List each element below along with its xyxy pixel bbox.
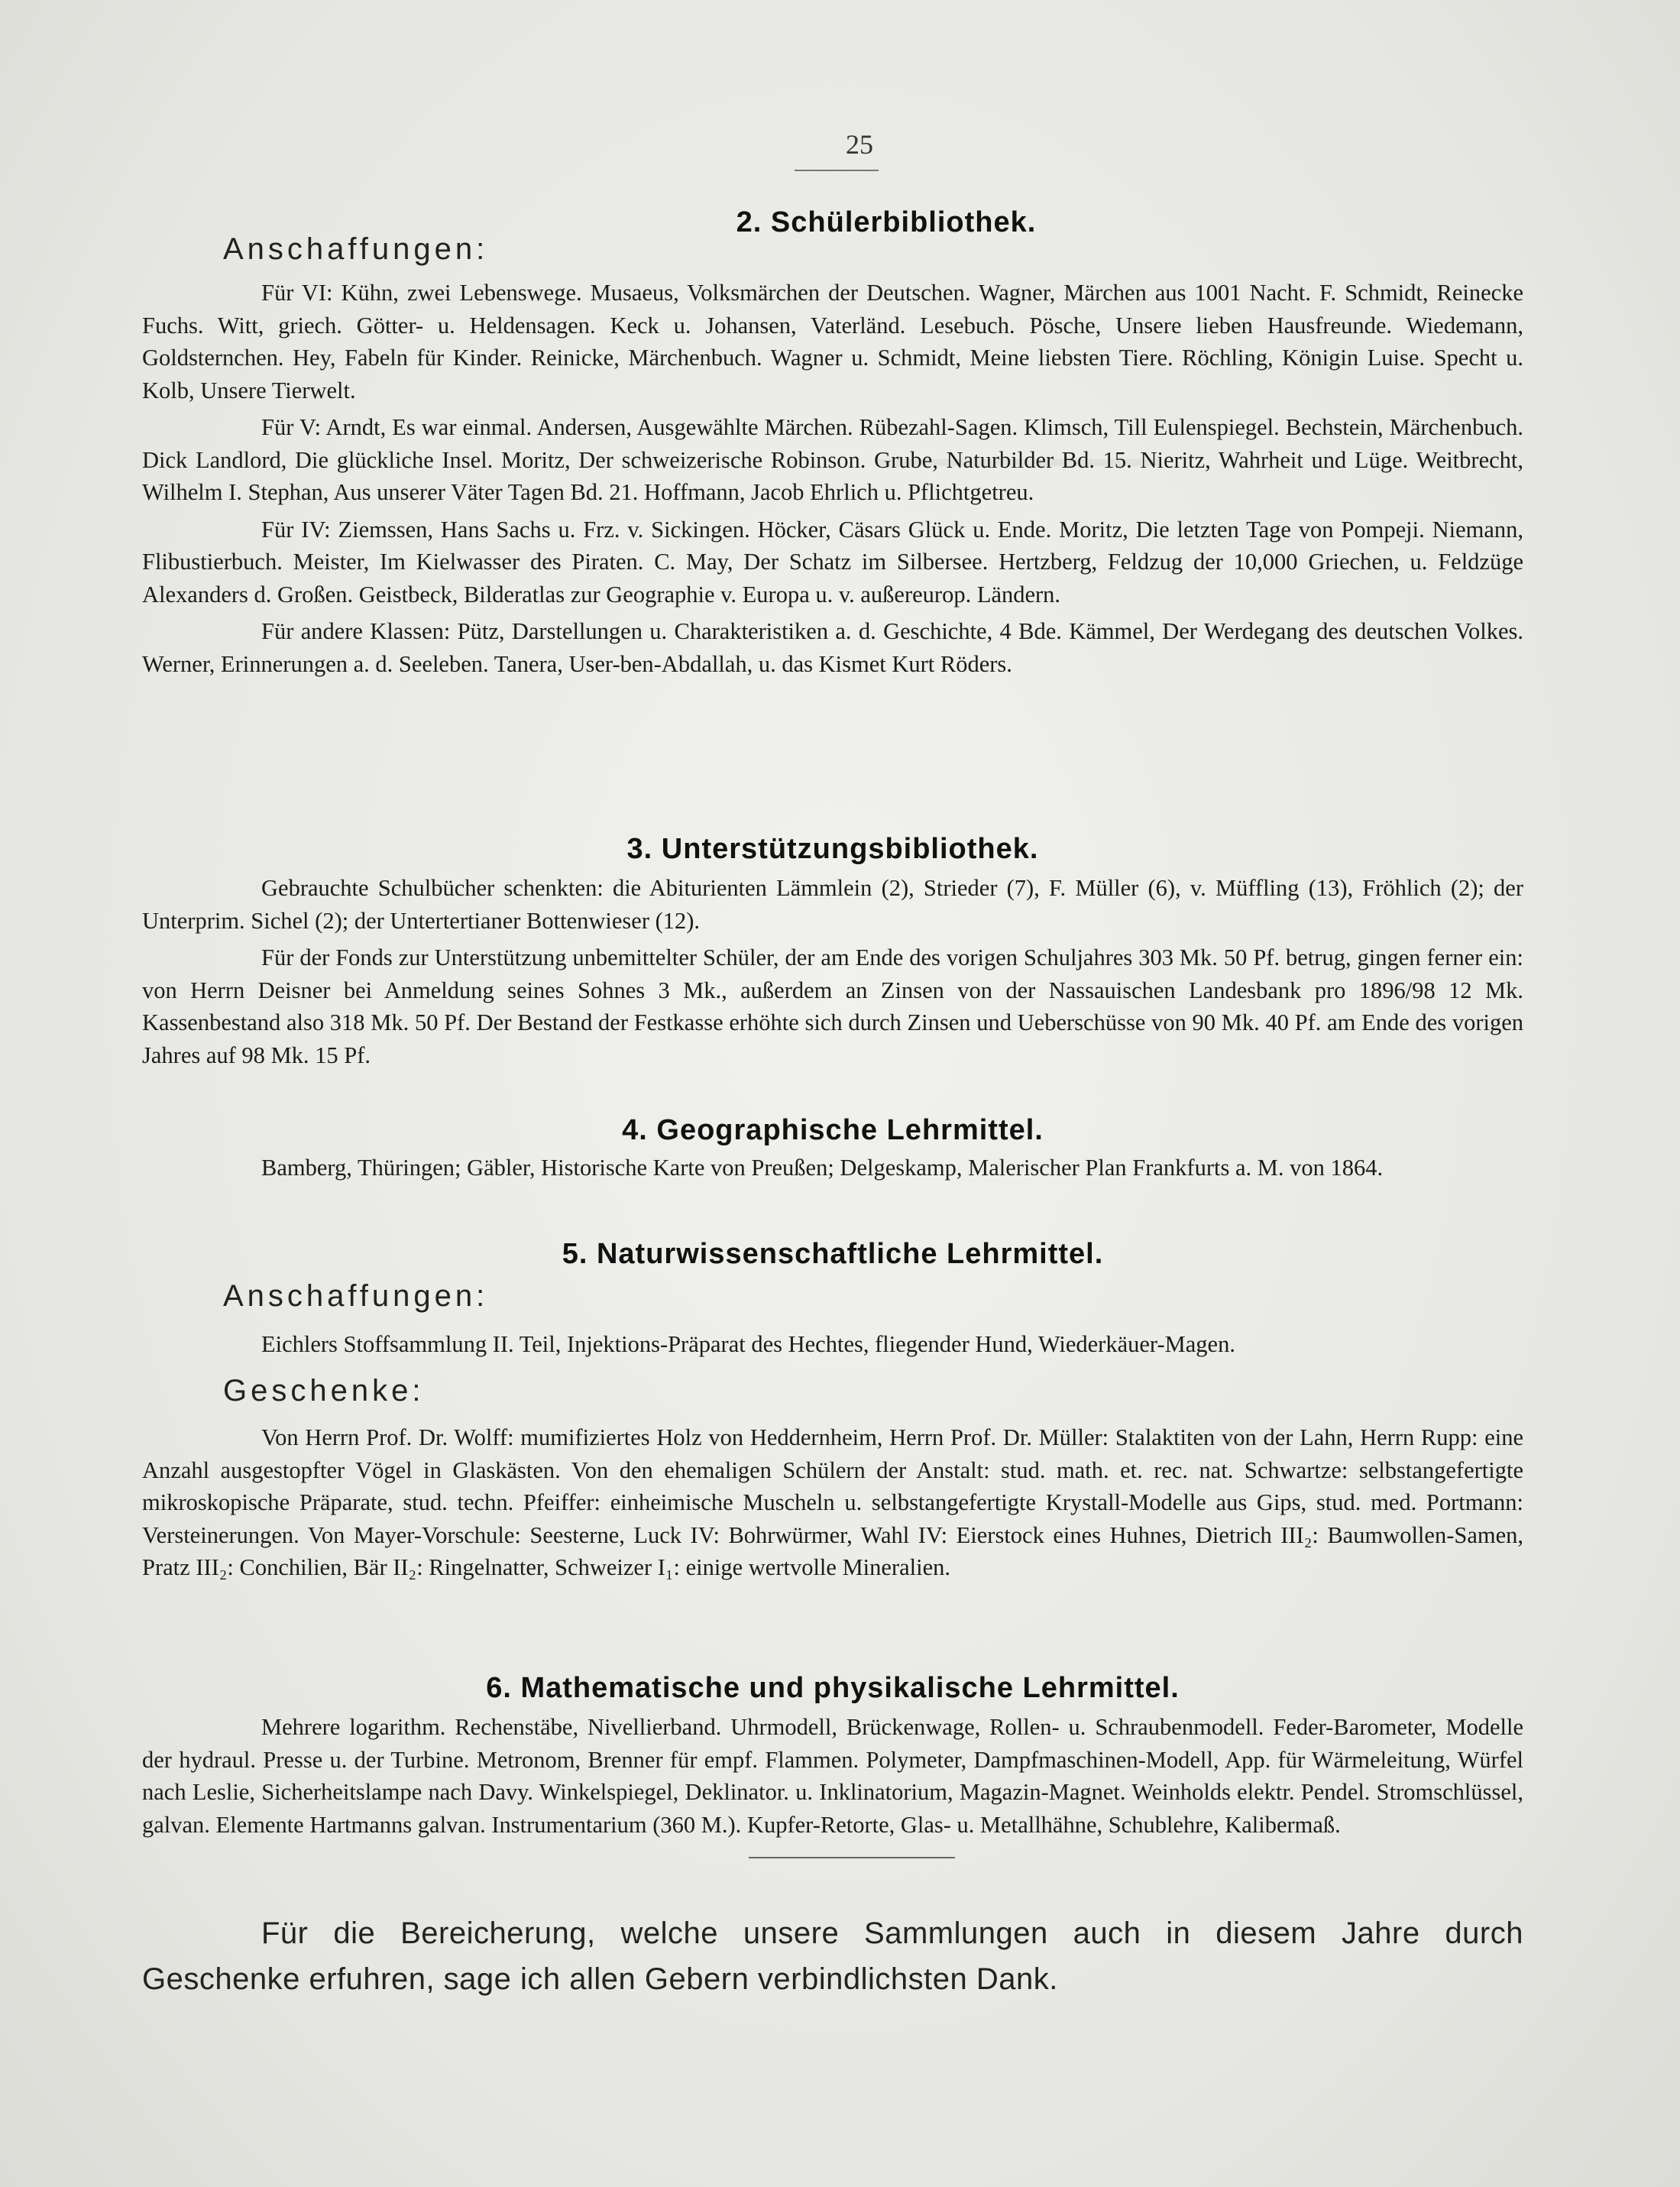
section-3 [142, 833, 1523, 1071]
page-number: 25 [846, 129, 873, 160]
section-4 [142, 1114, 1523, 1184]
section-2-body [142, 277, 1523, 680]
section-heading: 6. Mathematische und physikalische Lehrmittel. [486, 1672, 1180, 1704]
section-2-label-wrap [223, 232, 605, 267]
page-number-rule [795, 170, 879, 171]
section-5-body-b [142, 1421, 1523, 1584]
section-heading: 5. Naturwissenschaftliche Lehrmittel. [562, 1238, 1104, 1270]
paragraph-naturwiss-geschenke: Von Herrn Prof. Dr. Wolff: mumifiziertes Holz von Heddernheim, Herrn Prof. Dr. Müller: Stalaktiten von der Lahn, Herrn Rupp: eine Anzahl ausgestopfter Vögel in Glaskästen. Von den ehemaligen Schülern der Anstalt: stud. math. et. rec. nat. Schwartze: selbstangefertigte mikroskopische Präparate, stud. techn. Pfeiffer: einheimische Muscheln u. selbstangefertigte Krystall-Modelle aus Gips, stud. med. Portmann: Versteinerungen. Von Mayer-Vorschule: Seesterne, Luck IV: Bohrwürmer, Wahl IV: Eierstock eines Huhnes, Dietrich III₂: Baumwollen-Samen, Pratz III₂: Conchilien, Bär II₂: Ringelnatter, Schweizer I₁: einige wertvolle Mineralien. [142, 1424, 1523, 1580]
closing-statement: Für die Bereicherung, welche unsere Sammlungen auch in diesem Jahre durch Geschenke erfuhren, sage ich allen Gebern verbindlichsten Dank. [142, 1916, 1523, 1996]
section-label-geschenke: Geschenke: [223, 1374, 425, 1408]
paragraph-andere-klassen: Für andere Klassen: Pütz, Darstellungen u. Charakteristiken a. d. Geschichte, 4 Bde. Kämmel, Der Werdegang des deutschen Volkes. Werner, Erinnerungen a. d. Seeleben. Tanera, User-ben-Abdallah, u. das Kismet Kurt Röders. [142, 618, 1523, 677]
section-label-anschaffungen: Anschaffungen: [223, 1279, 489, 1313]
section-label-anschaffungen: Anschaffungen: [223, 232, 489, 266]
section-heading: 4. Geographische Lehrmittel. [622, 1114, 1044, 1146]
paragraph-schulbuecher: Gebrauchte Schulbücher schenkten: die Abiturienten Lämmlein (2), Strieder (7), F. Müller (6), v. Müffling (13), Fröhlich (2); der Unterprim. Sichel (2); der Untertertianer Bottenwieser (12). [142, 875, 1523, 934]
section-heading: 3. Unterstützungsbibliothek. [626, 833, 1039, 865]
section-5-label-b-wrap [223, 1374, 681, 1408]
paragraph-mathematik: Mehrere logarithm. Rechenstäbe, Nivellierband. Uhrmodell, Brückenwage, Rollen- u. Schraubenmodell. Feder-Barometer, Modelle der hydraul. Presse u. der Turbine. Metronom, Brenner für empf. Flammen. Polymeter, Dampfmaschinen-Modell, App. für Wärmeleitung, Würfel nach Leslie, Sicherheitslampe nach Davy. Winkelspiegel, Deklinator. u. Inklinatorium, Magazin-Magnet. Weinholds elektr. Pendel. Stromschlüssel, galvan. Elemente Hartmanns galvan. Instrumentarium (360 M.). Kupfer-Retorte, Glas- u. Metallhähne, Schublehre, Kalibermaß. [142, 1714, 1523, 1838]
section-heading: 2. Schülerbibliothek. [736, 206, 1037, 238]
section-6 [142, 1672, 1523, 1841]
paragraph-klasse-iv: Für IV: Ziemssen, Hans Sachs u. Frz. v. Sickingen. Höcker, Cäsars Glück u. Ende. Moritz, Die letzten Tage von Pompeji. Niemann, Flibustierbuch. Meister, Im Kielwasser des Piraten. C. May, Der Schatz im Silbersee. Hertzberg, Feldzug der 10,000 Griechen, u. Feldzüge Alexanders d. Großen. Geistbeck, Bilderatlas zur Geographie v. Europa u. v. außereurop. Ländern. [142, 516, 1523, 608]
section-5-label-a-wrap [223, 1279, 681, 1314]
paragraph-fonds: Für der Fonds zur Unterstützung unbemittelter Schüler, der am Ende des vorigen Schuljahres 303 Mk. 50 Pf. betrug, gingen ferner ein: von Herrn Deisner bei Anmeldung seines Sohnes 3 Mk., außerdem an Zinsen von der Nassauischen Landesbank pro 1896/98 12 Mk. Kassenbestand also 318 Mk. 50 Pf. Der Bestand der Festkasse erhöhte sich durch Zinsen und Ueberschüsse von 90 Mk. 40 Pf. am Ende des vorigen Jahres auf 98 Mk. 15 Pf. [142, 944, 1523, 1068]
section-5 [142, 1238, 1523, 1271]
section-5-body-a [142, 1328, 1523, 1361]
paragraph-naturwiss-anschaffungen: Eichlers Stoffsammlung II. Teil, Injektions-Präparat des Hechtes, fliegender Hund, Wiederkäuer-Magen. [261, 1331, 1235, 1357]
paragraph-klasse-v: Für V: Arndt, Es war einmal. Andersen, Ausgewählte Märchen. Rübezahl-Sagen. Klimsch, Till Eulenspiegel. Bechstein, Märchenbuch. Dick Landlord, Die glückliche Insel. Moritz, Der schweizerische Robinson. Grube, Naturbilder Bd. 15. Nieritz, Wahrheit und Lüge. Weitbrecht, Wilhelm I. Stephan, Aus unserer Väter Tagen Bd. 21. Hoffmann, Jacob Ehrlich u. Pflichtgetreu. [142, 414, 1523, 505]
paragraph-klasse-vi: Für VI: Kühn, zwei Lebenswege. Musaeus, Volksmärchen der Deutschen. Wagner, Märchen aus 1001 Nacht. F. Schmidt, Reinecke Fuchs. Witt, griech. Götter- u. Heldensagen. Keck u. Johansen, Vaterländ. Lesebuch. Pösche, Unsere lieben Hausfreunde. Wiedemann, Goldsternchen. Hey, Fabeln für Kinder. Reinicke, Märchenbuch. Wagner u. Schmidt, Meine liebsten Tiere. Röchling, Königin Luise. Specht u. Kolb, Unsere Tierwelt. [142, 280, 1523, 403]
closing-block [142, 1910, 1523, 2002]
separator-rule [749, 1857, 955, 1858]
paragraph-geographie: Bamberg, Thüringen; Gäbler, Historische Karte von Preußen; Delgeskamp, Malerischer Plan Frankfurts a. M. von 1864. [261, 1155, 1384, 1181]
